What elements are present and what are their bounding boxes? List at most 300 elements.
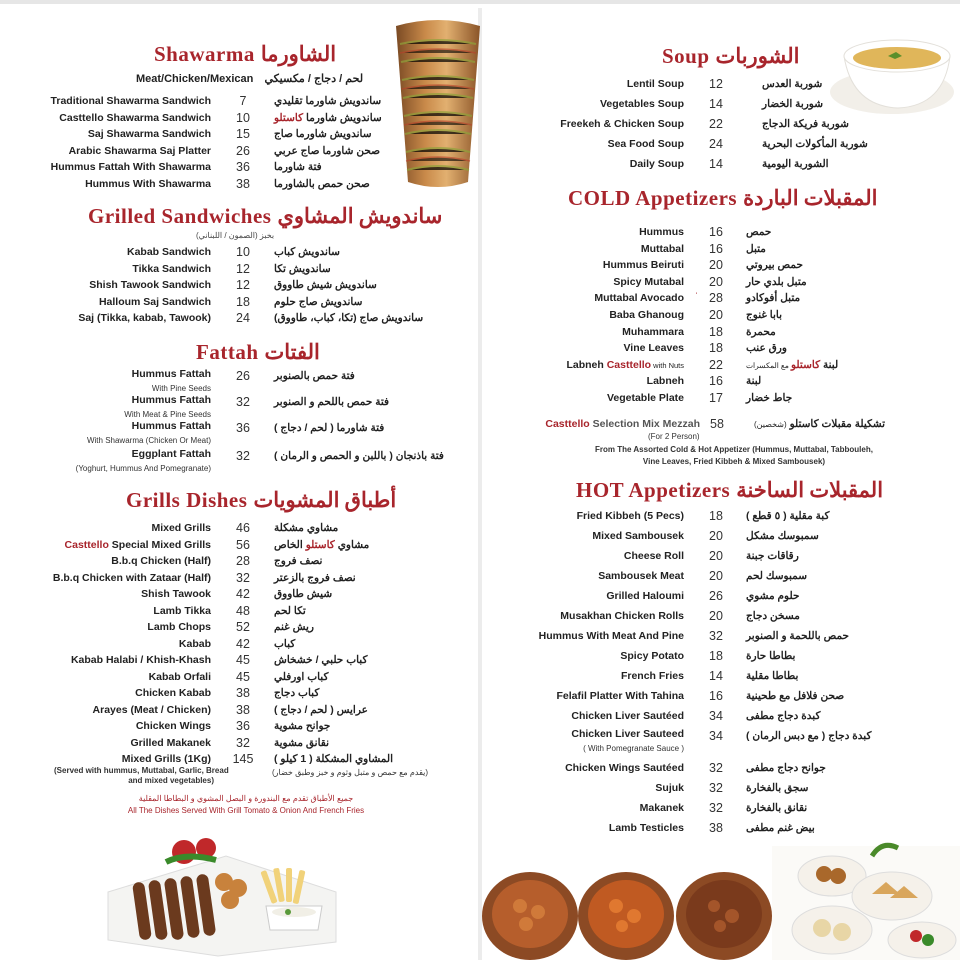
hot-item-price: 34 xyxy=(709,729,723,743)
fattah-item-name: Hummus Fattah xyxy=(131,420,211,432)
hot-item-name-ar: سمبوسك لحم xyxy=(746,570,807,582)
hot-item-name: Cheese Roll xyxy=(623,550,684,562)
grills-item-name: Kabab Halabi / Khish-Khash xyxy=(70,654,211,666)
shawarma-item-price: 26 xyxy=(236,143,250,158)
sandwich-item-name-ar: ساندويش صاج حلوم xyxy=(274,295,363,308)
hot-item-price: 18 xyxy=(709,509,723,523)
grills-item-price: 48 xyxy=(236,603,250,618)
cold-row xyxy=(484,224,960,240)
hot-item-name: Sambousek Meat xyxy=(598,570,684,582)
grilled-sandwiches-subtitle: بخبز (الصمون / اللبناني) xyxy=(196,231,275,240)
cold-item-name-ar: متبل xyxy=(746,242,766,255)
hot-item-price: 20 xyxy=(709,529,723,543)
fattah-item-name: Hummus Fattah xyxy=(131,368,211,380)
mezzah-subtitle: (For 2 Person) xyxy=(648,432,700,441)
grills-row xyxy=(0,751,476,767)
shawarma-item-name: Hummus Fattah With Shawarma xyxy=(50,161,211,173)
shawarma-title-en: Shawarma xyxy=(154,42,255,66)
cold-appetizers-title xyxy=(568,186,877,211)
hot-item-name: Makanek xyxy=(639,802,684,814)
grills-item-name-ar: شيش طاووق xyxy=(274,588,333,600)
highlight-mark: ˈ xyxy=(695,292,699,304)
grills-item-price: 52 xyxy=(236,620,250,634)
fattah-item-name-ar: فتة حمص بالصنوبر xyxy=(274,370,355,382)
mezzah-brand: Casttello xyxy=(545,418,590,430)
hot-row xyxy=(484,820,960,836)
hot-item-name: Musakhan Chicken Rolls xyxy=(560,610,684,622)
fattah-item-price: 32 xyxy=(236,449,250,463)
hot-item-price: 14 xyxy=(709,669,723,683)
grills-row xyxy=(0,553,476,569)
grills-item-name: Lamb Chops xyxy=(147,621,211,633)
grills-item-name: Mixed Grills xyxy=(151,522,211,534)
cold-item-note: with Nuts xyxy=(651,360,684,370)
sandwich-item-name-ar: ساندويش شيش طاووق xyxy=(274,279,377,291)
hot-item-name-ar: رقاقات جبنة xyxy=(746,550,799,562)
hot-row xyxy=(484,608,960,624)
hot-row xyxy=(484,648,960,664)
grills-item-price: 38 xyxy=(236,702,250,717)
hot-row xyxy=(484,528,960,544)
grills-item-price: 45 xyxy=(236,653,250,667)
soup-item-name-ar: شوربة الخضار xyxy=(762,98,824,110)
sandwich-item-name-ar: ساندويش كباب xyxy=(274,246,340,258)
fattah-item-name-ar: فتة باذنجان ( باللبن و الحمص و الرمان ) xyxy=(274,450,444,462)
cold-item-price: 22 xyxy=(709,357,723,372)
grills-item-price: 45 xyxy=(236,669,250,684)
grills-item-name-ar: ريش غنم xyxy=(274,621,314,633)
hot-item-price: 32 xyxy=(709,781,723,795)
cold-row xyxy=(484,340,960,356)
hot-appetizers-title xyxy=(576,478,883,503)
hot-item-name-ar: جوانح دجاج مطفى xyxy=(746,762,826,774)
hot-row xyxy=(484,760,960,776)
hot-item-name: Felafil Platter With Tahina xyxy=(556,690,684,702)
grills-item-name: B.b.q Chicken with Zataar (Half) xyxy=(52,571,211,584)
hot-item-name-ar: سمبوسك مشكل xyxy=(746,530,819,542)
grills-item-name: B.b.q Chicken (Half) xyxy=(111,555,211,567)
grills-item-price: 28 xyxy=(236,554,250,568)
hot-item-price: 32 xyxy=(709,629,723,643)
sandwich-item-name: Saj (Tikka, kabab, Tawook) xyxy=(78,312,211,324)
cold-row xyxy=(484,241,960,257)
cold-row xyxy=(484,257,960,273)
grills-row xyxy=(0,520,476,536)
shawarma-item-price: 38 xyxy=(236,176,250,191)
item-ar-part: الخاص xyxy=(274,538,306,551)
shawarma-subtitle-en: Meat/Chicken/Mexican xyxy=(136,73,254,85)
grills-item-name: Kabab Orfali xyxy=(148,670,211,683)
hot-item-price: 38 xyxy=(709,821,723,835)
fattah-item-price: 26 xyxy=(236,369,250,383)
hot-item-name-ar: بيض غنم مطفى xyxy=(746,822,815,834)
mezzah-ar xyxy=(754,416,885,433)
hot-appetizers-title-en: HOT Appetizers xyxy=(576,478,731,502)
hot-item-name-ar: نقانق بالفخارة xyxy=(746,802,808,814)
mezzah-label: Selection Mix Mezzah xyxy=(589,418,700,430)
cold-item-name-ar: حمص بيروتي xyxy=(746,259,803,272)
hot-item-name: Fried Kibbeh (5 Pecs) xyxy=(576,510,684,522)
grills-item-price: 32 xyxy=(236,735,250,750)
mixed-grills-note-line-1: (Served with hummus, Muttabal, Garlic, Bread xyxy=(54,766,229,775)
right-menu-page xyxy=(484,0,960,960)
cold-appetizers-title-en: COLD Appetizers xyxy=(568,186,738,210)
cold-item-price: 16 xyxy=(709,241,723,256)
sandwich-row xyxy=(0,261,476,277)
cold-item-price: 18 xyxy=(709,324,723,339)
grills-item-name: Shish Tawook xyxy=(141,588,211,600)
hot-item-name: Hummus With Meat And Pine xyxy=(538,630,684,642)
sandwich-item-name: Shish Tawook Sandwich xyxy=(89,279,211,291)
soup-title xyxy=(662,44,800,69)
grills-item-name-ar: نقانق مشوية xyxy=(274,736,329,749)
soup-item-price: 12 xyxy=(709,77,723,91)
cold-item-name: Muhammara xyxy=(622,325,684,338)
grills-row xyxy=(0,718,476,734)
hot-row xyxy=(484,568,960,584)
cold-item-name xyxy=(566,357,684,374)
sandwich-row xyxy=(0,244,476,260)
grills-item-price: 56 xyxy=(236,537,250,552)
brand-name: Casttello xyxy=(64,538,109,551)
sandwich-item-price: 12 xyxy=(236,278,250,292)
cold-row xyxy=(484,390,960,406)
hot-row xyxy=(484,780,960,796)
grills-row xyxy=(0,570,476,586)
cold-item-price: 18 xyxy=(709,341,723,356)
cold-item-name: Hummus xyxy=(639,226,684,238)
soup-item-price: 24 xyxy=(709,137,723,151)
hot-item-name: Lamb Testicles xyxy=(608,822,684,834)
shawarma-item-name: Casttello Shawarma Sandwich xyxy=(59,111,211,124)
grills-row xyxy=(0,685,476,701)
grills-item-name-ar: عرايس ( لحم / دجاج ) xyxy=(274,703,368,716)
hot-item-name-ar: كبة مقلية ( ٥ قطع ) xyxy=(746,510,830,522)
cold-row xyxy=(484,357,960,373)
hot-item-name-ar: بطاطا مقلية xyxy=(746,670,799,682)
cold-item-name-ar: بابا غنوج xyxy=(746,309,783,321)
grills-item-name: Arayes (Meat / Chicken) xyxy=(92,703,211,716)
grills-item-name-ar: مشاوي مشكلة xyxy=(274,522,339,534)
shawarma-item-name: Traditional Shawarma Sandwich xyxy=(50,95,211,107)
item-ar-part: لبنة xyxy=(820,358,839,371)
shawarma-item-price: 36 xyxy=(236,160,250,174)
hot-item-name: French Fries xyxy=(620,670,684,682)
hot-item-price: 32 xyxy=(709,761,723,775)
fattah-item-price: 32 xyxy=(236,395,250,409)
shawarma-item-name: Saj Shawarma Sandwich xyxy=(87,128,211,140)
sandwich-row xyxy=(0,294,476,310)
cold-row xyxy=(484,324,960,340)
grills-item-label: Special Mixed Grills xyxy=(108,538,211,551)
cold-item-name: Baba Ghanoug xyxy=(609,309,684,321)
shawarma-item-name: Arabic Shawarma Saj Platter xyxy=(68,144,211,157)
grills-item-name-ar xyxy=(274,537,369,553)
grills-title-ar: أطباق المشويات xyxy=(253,488,397,512)
hot-item-name: Chicken Liver Sautéed xyxy=(571,710,684,722)
grills-item-name-ar: جوانح مشوية xyxy=(274,720,331,732)
cold-item-name-ar: متبل أفوكادو xyxy=(746,292,801,305)
grills-item-name: Mixed Grills (1Kg) xyxy=(121,753,211,765)
cold-item-price: 20 xyxy=(709,308,723,322)
mezzah-note-2: Vine Leaves, Fried Kibbeh & Mixed Sambousek) xyxy=(642,457,826,466)
cold-item-name: Vine Leaves xyxy=(623,342,684,355)
hot-item-price: 18 xyxy=(709,649,723,663)
grilled-sandwiches-title-en: Grilled Sandwiches xyxy=(88,204,272,228)
shawarma-subtitle-ar: لحم / دجاج / مكسيكي xyxy=(264,73,364,85)
hot-item-name-ar: مسخن دجاج xyxy=(746,610,800,622)
hot-item-subtitle: ( With Pomegranate Sauce ) xyxy=(583,744,684,753)
sandwich-item-price: 12 xyxy=(236,261,250,276)
mezzah-ar-small: (شخصين) xyxy=(754,420,787,429)
appetizer-platter-photo xyxy=(772,836,960,960)
cold-item-name-ar xyxy=(746,357,838,374)
mezzah-name xyxy=(545,416,700,432)
grills-row xyxy=(0,702,476,718)
shawarma-item-name-ar: ساندويش شاورما تقليدي xyxy=(274,95,382,107)
cold-item-name-ar: محمرة xyxy=(746,325,776,338)
hot-row xyxy=(484,508,960,524)
fattah-item-name-ar: فتة حمص باللحم و الصنوبر xyxy=(274,396,390,408)
grilled-sandwiches-title-ar: ساندويش المشاوي xyxy=(277,204,443,228)
grills-item-name-ar: كباب اورفلي xyxy=(274,670,329,683)
shawarma-title xyxy=(154,42,336,67)
grills-item-price: 46 xyxy=(236,521,250,535)
hot-item-price: 20 xyxy=(709,569,723,583)
sandwich-row xyxy=(0,310,476,326)
grills-item-price: 145 xyxy=(232,752,254,766)
shawarma-subtitle xyxy=(136,72,363,85)
left-menu-page xyxy=(0,0,476,960)
sandwich-item-name: Tikka Sandwich xyxy=(132,262,211,275)
hot-appetizers-title-ar: المقبلات الساخنة xyxy=(736,478,884,502)
cold-item-name: Labneh xyxy=(646,375,684,388)
shawarma-cone-photo xyxy=(390,14,486,190)
cold-item-name-ar: ورق عنب xyxy=(746,342,787,355)
sandwich-item-name: Halloum Saj Sandwich xyxy=(98,295,211,308)
shawarma-item-name-ar: صحن شاورما صاج عربي xyxy=(274,144,381,157)
soup-item-name-ar: الشوربة اليومية xyxy=(762,158,829,170)
brand-name: Casttello xyxy=(606,358,652,371)
soup-item-name: Lentil Soup xyxy=(626,78,684,90)
hot-item-price: 32 xyxy=(709,801,723,815)
hot-row xyxy=(484,628,960,644)
cold-item-price: 20 xyxy=(709,258,723,273)
soup-item-name: Sea Food Soup xyxy=(607,138,684,150)
sandwich-item-name-ar: ساندويش تكا xyxy=(274,262,331,275)
shawarma-item-name-ar: فتة شاورما xyxy=(274,161,322,173)
cold-item-name: Vegetable Plate xyxy=(606,392,684,404)
cold-item-note-ar: مع المكسرات xyxy=(746,360,791,370)
cold-item-price: 17 xyxy=(709,391,723,405)
fattah-item-name: Hummus Fattah xyxy=(131,394,211,406)
cold-appetizers-title-ar: المقبلات الباردة xyxy=(743,186,878,210)
grills-item-name-ar: كباب حلبي / خشخاش xyxy=(274,654,368,666)
hot-item-name-ar: كبدة دجاج ( مع دبس الرمان ) xyxy=(746,730,872,742)
hot-row xyxy=(484,588,960,604)
soup-item-name-ar: شوربة العدس xyxy=(762,78,823,90)
soup-item-name: Daily Soup xyxy=(629,158,684,170)
grills-item-name: Chicken Wings xyxy=(135,720,211,732)
fattah-item-name-ar: فتة شاورما ( لحم / دجاج ) xyxy=(274,422,385,434)
soup-item-price: 22 xyxy=(709,117,723,131)
cold-item-name: Spicy Mutabal xyxy=(613,275,684,288)
fattah-item-subtitle: (Yoghurt, Hummus And Pomegranate) xyxy=(75,464,211,473)
grills-row xyxy=(0,537,476,553)
soup-item-price: 14 xyxy=(709,97,723,111)
hot-row xyxy=(484,708,960,724)
hot-item-name-ar: حمص باللحمة و الصنوبر xyxy=(746,630,850,642)
grills-item-name: Chicken Kabab xyxy=(135,687,211,699)
mezzah-ar-title: تشكيلة مقبلات كاستلو xyxy=(789,418,886,430)
hot-item-name: Mixed Sambousek xyxy=(592,530,684,542)
grills-item-name-ar: نصف فروج xyxy=(274,555,323,567)
sandwich-row xyxy=(0,277,476,293)
hot-row xyxy=(484,728,960,753)
cold-row xyxy=(484,307,960,323)
fattah-row xyxy=(0,420,476,445)
sandwich-item-price: 10 xyxy=(236,245,250,259)
fattah-title xyxy=(196,340,320,365)
cold-item-name: Hummus Beiruti xyxy=(602,259,684,272)
hot-item-name: Grilled Haloumi xyxy=(606,590,684,602)
hot-row xyxy=(484,688,960,704)
grills-item-price: 42 xyxy=(236,636,250,651)
mixed-grills-note-line-2: and mixed vegetables) xyxy=(128,776,214,785)
grills-row xyxy=(0,636,476,652)
grills-row xyxy=(0,603,476,619)
shawarma-title-ar: الشاورما xyxy=(260,42,337,66)
shawarma-item-name-ar: ساندويش شاورما صاج xyxy=(274,128,372,140)
item-ar-part: ساندويش شاورما xyxy=(303,111,382,124)
grills-item-price: 38 xyxy=(236,686,250,700)
soup-title-en: Soup xyxy=(662,44,710,68)
fattah-item-subtitle: With Shawarma (Chicken Or Meat) xyxy=(86,436,211,445)
grills-row xyxy=(0,586,476,602)
cold-item-price: 16 xyxy=(709,225,723,239)
fattah-item-subtitle: With Pine Seeds xyxy=(151,384,211,393)
grills-item-name-ar: كباب دجاج xyxy=(274,687,320,699)
grills-row xyxy=(0,652,476,668)
grills-title-en: Grills Dishes xyxy=(126,488,248,512)
fattah-item-price: 36 xyxy=(236,421,250,435)
hot-row xyxy=(484,800,960,816)
fattah-title-ar: الفتات xyxy=(264,340,320,364)
hot-item-price: 34 xyxy=(709,709,723,723)
grills-row xyxy=(0,669,476,685)
mixed-grills-note-ar: (يقدم مع حمص و متبل وثوم و خبز وطبق خضار) xyxy=(272,768,429,777)
hot-row xyxy=(484,548,960,564)
cold-item-name-ar: جاط خضار xyxy=(746,392,793,404)
cold-item-name-ar: متبل بلدي حار xyxy=(746,275,807,288)
hot-item-name: Sujuk xyxy=(655,782,684,794)
clay-bowls-photo xyxy=(480,860,780,960)
soup-bowl-photo xyxy=(822,20,954,120)
hot-item-price: 16 xyxy=(709,689,723,703)
shawarma-item-price: 7 xyxy=(239,94,247,108)
grilled-sandwiches-title xyxy=(88,204,442,229)
hot-item-price: 20 xyxy=(709,549,723,563)
cold-item-name: Muttabal Avocado xyxy=(594,292,684,305)
grills-item-name-ar: المشاوي المشكلة ( 1 كيلو ) xyxy=(274,753,393,765)
fattah-row xyxy=(0,448,476,473)
fattah-title-en: Fattah xyxy=(196,340,259,364)
grills-item-name: Lamb Tikka xyxy=(153,604,211,617)
fattah-row xyxy=(0,394,476,419)
shawarma-item-name-ar xyxy=(274,110,382,126)
cold-item-name-ar: حمص xyxy=(746,226,772,238)
grills-footer-en: All The Dishes Served With Grill Tomato & Onion And French Fries xyxy=(127,806,365,815)
item-ar-part: مشاوي xyxy=(334,538,370,551)
hot-item-name: Chicken Liver Sauteed xyxy=(571,728,684,740)
sandwich-item-price: 18 xyxy=(236,294,250,309)
hot-item-name: Chicken Wings Sautéed xyxy=(565,762,684,774)
fattah-item-subtitle: With Meat & Pine Seeds xyxy=(124,410,211,419)
grills-item-name-ar: كباب xyxy=(274,637,296,650)
hot-item-name-ar: كبدة دجاج مطفى xyxy=(746,710,821,722)
grills-title xyxy=(126,488,396,513)
item-ar-part: كاستلو xyxy=(305,538,335,551)
cold-item-price: 20 xyxy=(709,274,723,289)
shawarma-item-name: Hummus With Shawarma xyxy=(85,177,211,190)
cold-item-name-ar: لبنة xyxy=(746,375,762,388)
mixed-grills-note-en xyxy=(54,766,229,786)
cold-item-price: 16 xyxy=(709,374,723,389)
grills-footer-ar: جميع الأطباق تقدم مع البندورة و البصل المشوي و البطاطا المقلية xyxy=(138,794,354,803)
soup-item-name-ar: شوربة فريكة الدجاج xyxy=(762,118,849,130)
hot-item-name-ar: بطاطا حارة xyxy=(746,650,796,662)
cold-item-price: 28 xyxy=(709,291,723,306)
shawarma-item-price: 10 xyxy=(236,110,250,125)
mezzah-row xyxy=(484,416,960,432)
grills-row xyxy=(0,619,476,635)
hot-item-price: 20 xyxy=(709,609,723,623)
hot-item-name-ar: سجق بالفخارة xyxy=(746,782,809,794)
cold-row xyxy=(484,373,960,389)
cold-item-label: Labneh xyxy=(566,358,607,371)
mezzah-note-1: From The Assorted Cold & Hot Appetizer (Hummus, Muttabal, Tabbouleh, xyxy=(595,445,873,454)
cold-item-name: Muttabal xyxy=(640,242,684,255)
soup-item-name-ar: شوربة المأكولات البحرية xyxy=(762,138,868,150)
grills-item-name-ar: تكا لحم xyxy=(274,604,306,617)
soup-item-price: 14 xyxy=(709,157,723,171)
grills-item-price: 36 xyxy=(236,719,250,733)
item-ar-part: كاستلو xyxy=(791,358,821,371)
grills-item-price: 42 xyxy=(236,587,250,601)
hot-row xyxy=(484,668,960,684)
sandwich-item-price: 24 xyxy=(236,311,250,325)
cold-row xyxy=(484,274,960,290)
mezzah-price: 58 xyxy=(710,417,724,431)
hot-item-name: Spicy Potato xyxy=(620,650,684,662)
shawarma-item-name-ar: صحن حمص بالشاورما xyxy=(274,177,370,190)
grills-item-name: Grilled Makanek xyxy=(130,736,211,749)
sandwich-item-name-ar: ساندويش صاج (تكا، كباب، طاووق) xyxy=(274,312,424,324)
grills-item-name-ar: نصف فروج بالزعتر xyxy=(274,571,356,584)
fattah-row xyxy=(0,368,476,393)
grill-plate-photo xyxy=(106,822,338,958)
grills-row xyxy=(0,735,476,751)
hot-item-price: 26 xyxy=(709,589,723,603)
shawarma-item-price: 15 xyxy=(236,127,250,141)
grills-item-price: 32 xyxy=(236,570,250,585)
soup-row xyxy=(484,156,960,172)
cold-row xyxy=(484,290,960,306)
soup-item-name: Freekeh & Chicken Soup xyxy=(560,118,684,130)
brand-name-ar: كاستلو xyxy=(274,111,304,124)
soup-title-ar: الشوربات xyxy=(715,44,800,68)
hot-item-name-ar: صحن فلافل مع طحينية xyxy=(746,690,845,702)
